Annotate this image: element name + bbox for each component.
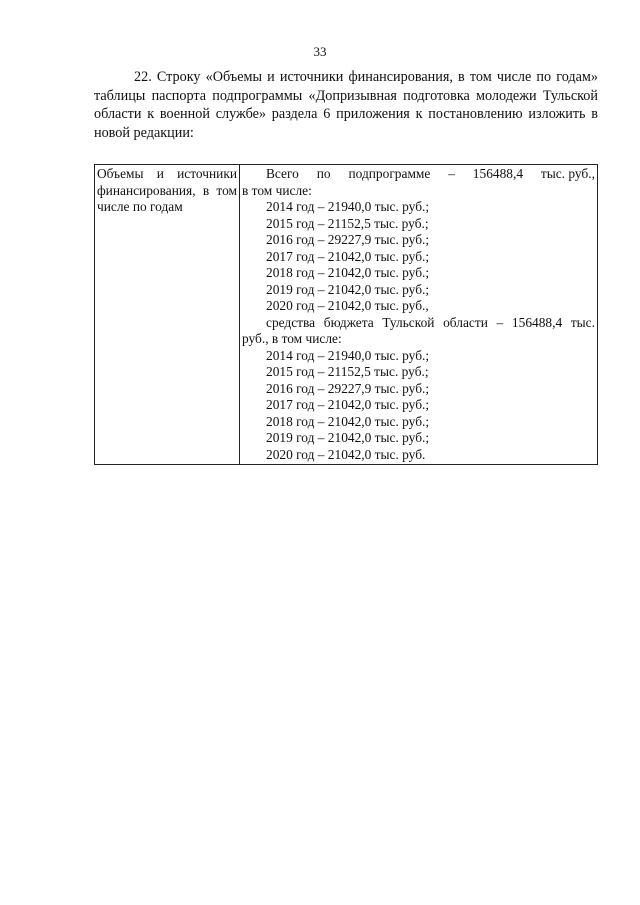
budget-word: средства — [266, 314, 316, 330]
total-word: 156488,4 — [472, 166, 524, 181]
budget-word: бюджета — [323, 314, 374, 330]
budget-year-line: 2015 год – 21152,5 тыс. руб.; — [266, 364, 429, 379]
table-row — [95, 165, 598, 465]
total-year-line: 2020 год – 21042,0 тыс. руб., — [266, 298, 429, 313]
total-year-line: 2019 год – 21042,0 тыс. руб.; — [266, 281, 430, 297]
left-cell-text: Объемы и источники финансирования, в том числе по годам — [97, 166, 237, 214]
total-year-line: 2017 год – 21042,0 тыс. руб.; — [266, 248, 430, 264]
budget-year-line: 2019 год – 21042,0 тыс. руб.; — [266, 430, 430, 445]
financing-table — [94, 164, 598, 465]
budget-line — [242, 315, 595, 332]
budget-year-line: 2018 год – 21042,0 тыс. руб.; — [266, 413, 430, 429]
total-year-line: 2016 год – 29227,9 тыс. руб.; — [266, 232, 430, 247]
budget-word: Тульской — [382, 314, 435, 330]
intro-paragraph — [94, 68, 598, 142]
budget-year-line: 2016 год – 29227,9 тыс. руб.; — [266, 380, 430, 396]
left-cell — [95, 165, 240, 465]
budget-year-line: 2014 год – 21940,0 тыс. руб.; — [266, 347, 430, 363]
budget-year-line: 2017 год – 21042,0 тыс. руб.; — [266, 397, 430, 412]
total-year-line: 2018 год – 21042,0 тыс. руб.; — [266, 265, 430, 280]
page-number: 33 — [313, 44, 327, 59]
total-word: – — [448, 166, 455, 181]
total-word: подпрограмме — [348, 166, 431, 181]
budget-word: тыс. — [570, 314, 595, 330]
budget-word: 156488,4 — [511, 314, 563, 330]
total-word: по — [316, 166, 331, 181]
total-line-cont: в том числе: — [242, 182, 312, 198]
budget-word: – — [496, 314, 504, 330]
budget-line-cont: руб., в том числе: — [242, 331, 342, 346]
total-line — [242, 166, 595, 183]
right-cell — [240, 165, 598, 465]
budget-word: области — [443, 314, 488, 330]
intro-text: 22. Строку «Объемы и источники финансирования, в том числе по годам» таблицы паспорта подпрограммы «Допризывная подготовка молодежи Тульской области к военной службе» раздела 6 приложения к постановлению изложить в новой редакции: — [94, 69, 598, 141]
total-year-line: 2015 год – 21152,5 тыс. руб.; — [266, 215, 429, 231]
budget-year-line: 2020 год – 21042,0 тыс. руб. — [266, 446, 426, 462]
total-word: Всего — [266, 166, 299, 181]
total-word: тыс. руб., — [540, 166, 595, 181]
total-year-line: 2014 год – 21940,0 тыс. руб.; — [266, 199, 430, 214]
